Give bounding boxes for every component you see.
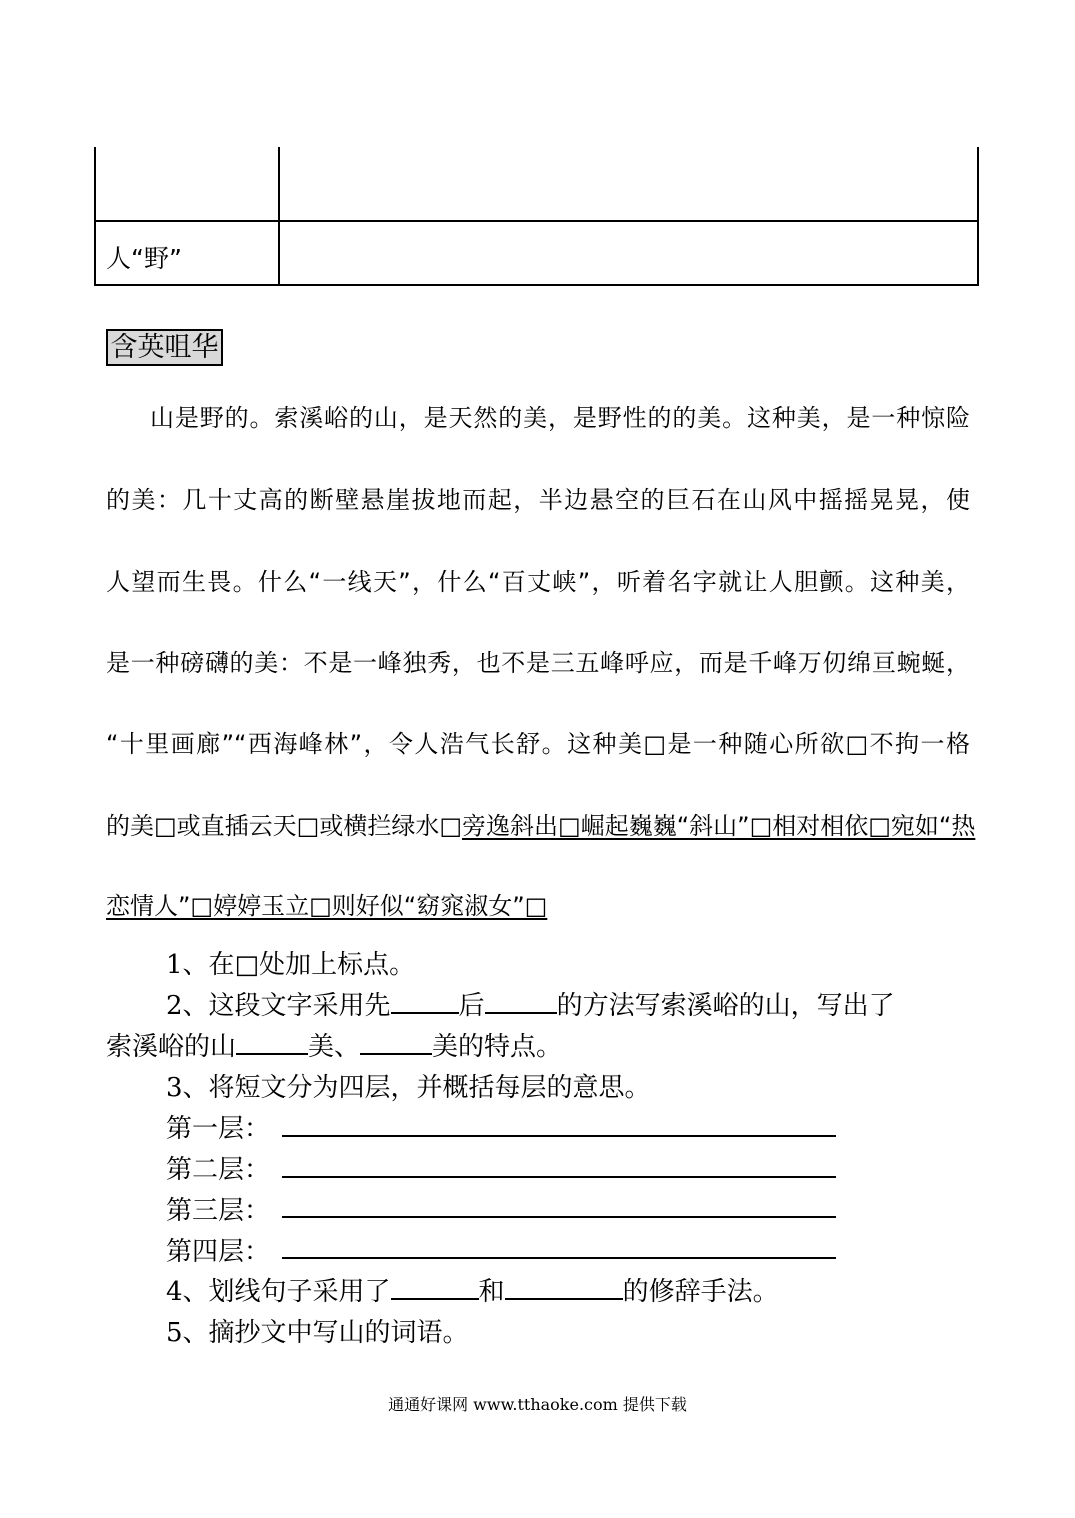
layer-4-answer-line[interactable] — [282, 1257, 836, 1259]
passage-line-1: 山是野的。索溪峪的山，是天然的美，是野性的的美。这种美，是一种惊险 — [150, 404, 970, 432]
table-border-mid — [278, 147, 280, 286]
passage-line-7 — [106, 886, 970, 921]
table-border-right — [977, 147, 979, 286]
passage-line-5: “十里画廊”“西海峰林”，令人浩气长舒。这种美□是一种随心所欲□不拘一格 — [106, 730, 970, 758]
layer-2-answer-line[interactable] — [282, 1176, 836, 1178]
q4-text-c: 的修辞手法。 — [622, 1277, 779, 1307]
q4-text-a: 4、划线句子采用了 — [166, 1277, 391, 1307]
q2-text-e: 美、 — [308, 1032, 361, 1062]
question-3: 3、将短文分为四层，并概括每层的意思。 — [166, 1073, 651, 1103]
q2-text-b: 后 — [458, 991, 485, 1021]
passage-line-4: 是一种磅礴的美：不是一峰独秀，也不是三五峰呼应，而是千峰万仞绵亘蜿蜒， — [106, 649, 970, 677]
question-4 — [166, 1271, 779, 1308]
table-border-left — [94, 147, 96, 286]
layer-2-label: 第二层： — [166, 1155, 271, 1185]
q4-blank-2[interactable] — [505, 1274, 623, 1300]
passage-line-6 — [106, 806, 976, 841]
q4-blank-1[interactable] — [391, 1274, 479, 1300]
passage-line-3: 人望而生畏。什么“一线天”，什么“百丈峡”，听着名字就让人胆颤。这种美， — [106, 568, 970, 596]
layer-1-label: 第一层： — [166, 1114, 271, 1144]
underlined-sentence-part-2: 恋情人”□婷婷玉立□则好似“窈窕淑女”□ — [106, 892, 548, 920]
q2-text-f: 美的特点。 — [432, 1032, 563, 1062]
table-row-divider — [94, 220, 979, 222]
q2-text-c: 的方法写索溪峪的山，写出了 — [556, 991, 895, 1021]
layer-3-answer-line[interactable] — [282, 1216, 836, 1218]
section-title: 含英咀华 — [106, 329, 223, 366]
passage-line-2: 的美：几十丈高的断壁悬崖拔地而起，半边悬空的巨石在山风中摇摇晃晃，使 — [106, 486, 970, 514]
q2-text-a: 2、这段文字采用先 — [166, 991, 391, 1021]
underlined-sentence-part-1: 旁逸斜出□崛起巍巍“斜山”□相对相依□宛如“热 — [462, 812, 976, 840]
table-border-bottom — [94, 284, 979, 286]
q2-blank-1[interactable] — [391, 988, 459, 1014]
q2-blank-2[interactable] — [485, 988, 557, 1014]
layer-1-answer-line[interactable] — [282, 1135, 836, 1137]
q2-text-d: 索溪峪的山 — [106, 1032, 237, 1062]
footer-credit: 通通好课网 www.tthaoke.com 提供下载 — [388, 1395, 687, 1414]
question-2-line-1 — [166, 985, 895, 1022]
question-5: 5、摘抄文中写山的词语。 — [166, 1318, 469, 1348]
table-row-label: 人“野” — [106, 244, 182, 273]
answer-table — [94, 147, 979, 286]
q2-blank-3[interactable] — [236, 1029, 308, 1055]
layer-3-label: 第三层： — [166, 1196, 271, 1226]
q2-blank-4[interactable] — [360, 1029, 432, 1055]
passage-line-6-plain: 的美□或直插云天□或横拦绿水□ — [106, 812, 463, 840]
layer-4-label: 第四层： — [166, 1237, 271, 1267]
question-1: 1、在□处加上标点。 — [166, 950, 416, 980]
question-2-line-2 — [106, 1026, 562, 1063]
q4-text-b: 和 — [478, 1277, 505, 1307]
